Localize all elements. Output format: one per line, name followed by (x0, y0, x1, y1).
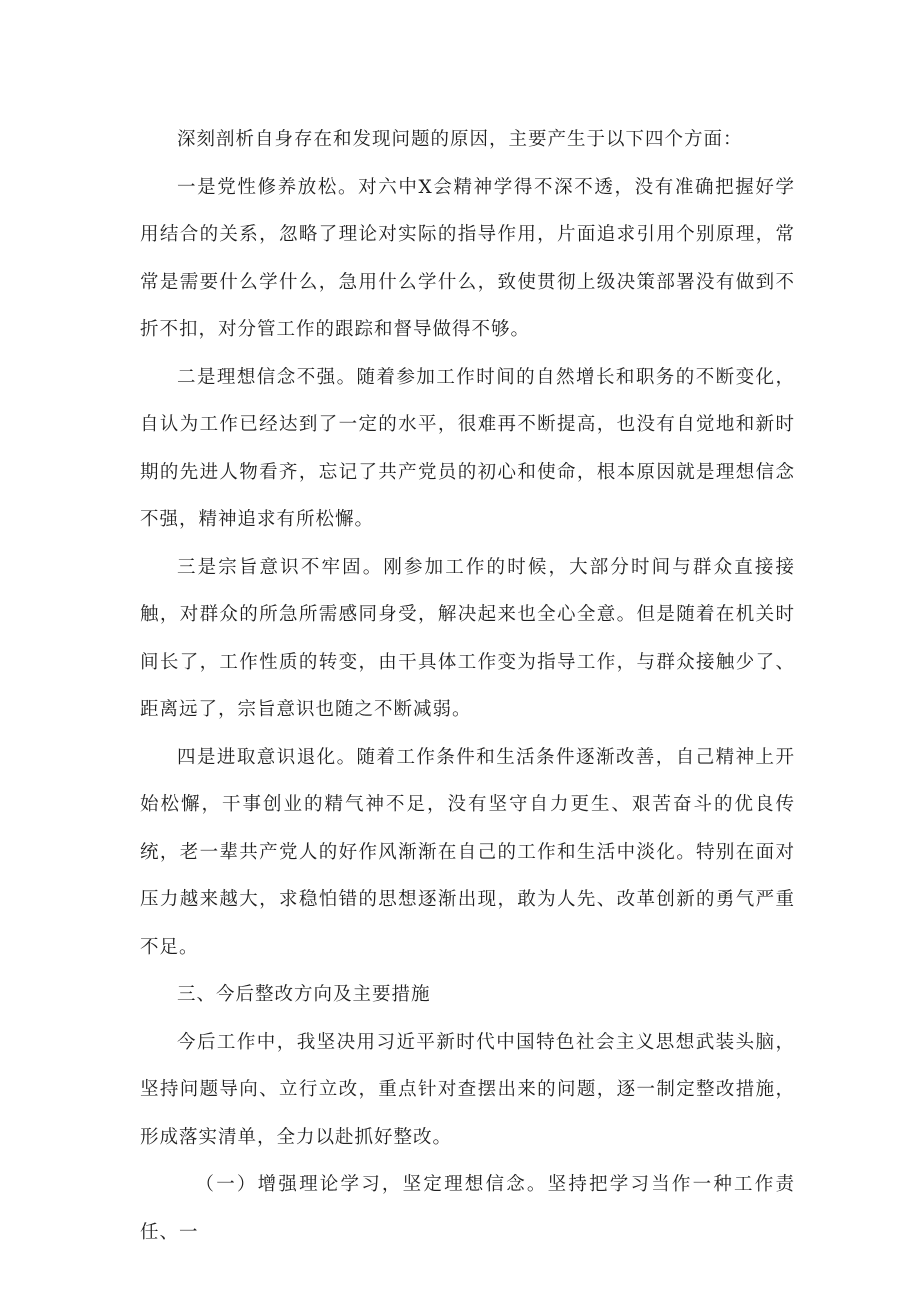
paragraph-purpose: 三是宗旨意识不牢固。刚参加工作的时候，大部分时间与群众直接接触，对群众的所急所需感同身受，解决起来也全心全意。但是随着在机关时间长了，工作性质的转变，由干具体工作变为指导工作，与群众接触少了、距离远了，宗旨意识也随之不断减弱。 (140, 556, 795, 720)
paragraph-future-work: 今后工作中，我坚决用习近平新时代中国特色社会主义思想武装头脑，坚持问题导向、立行立改，重点针对查摆出来的问题，逐一制定整改措施，形成落实清单，全力以赴抓好整改。 (140, 1031, 795, 1148)
intro-paragraph: 深刻剖析自身存在和发现问题的原因，主要产生于以下四个方面： (177, 129, 743, 150)
paragraph-enterprise: 四是进取意识退化。随着工作条件和生活条件逐渐改善，自己精神上开始松懈，干事创业的精气神不足，没有坚守自力更生、艰苦奋斗的优良传统，老一辈共产党人的好作风渐渐在自己的工作和生活中淡化。特别在面对压力越来越大，求稳怕错的思想逐渐出现，敢为人先、改革创新的勇气严重不足。 (140, 746, 795, 958)
paragraph-ideals: 二是理想信念不强。随着参加工作时间的自然增长和职务的不断变化，自认为工作已经达到了一定的水平，很难再不断提高，也没有自觉地和新时期的先进人物看齐，忘记了共产党员的初心和使命，根本原因就是理想信念不强，精神追求有所松懈。 (140, 366, 795, 530)
paragraph-party-spirit: 一是党性修养放松。对六中X会精神学得不深不透，没有准确把握好学用结合的关系，忽略了理论对实际的指导作用，片面追求引用个别原理，常常是需要什么学什么，急用什么学什么，致使贯彻上级决策部署没有做到不折不扣，对分管工作的跟踪和督导做得不够。 (140, 176, 795, 340)
document-body (140, 116, 795, 1256)
paragraph-measure-one: （一）增强理论学习，坚定理想信念。坚持把学习当作一种工作责任、一 (140, 1174, 795, 1243)
section-heading: 三、今后整改方向及主要措施 (177, 984, 431, 1005)
